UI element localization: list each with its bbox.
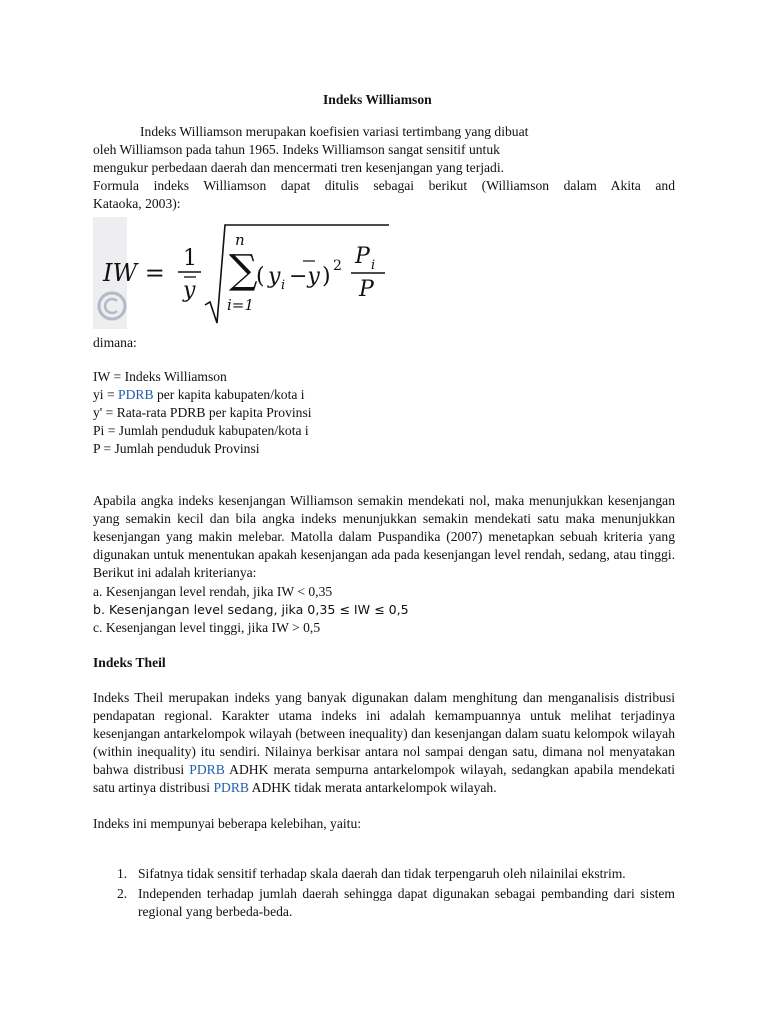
def-yi — [93, 386, 305, 404]
formula-yi-sub: i — [281, 278, 286, 293]
list-item-number: 2. — [117, 886, 128, 901]
list-item-text: Sifatnya tidak sensitif terhadap skala daerah dan tidak terpengaruh oleh nilainilai ekstrim. — [138, 866, 626, 881]
heading-williamson: Indeks Williamson — [323, 92, 432, 107]
sum-sigma: ∑ — [229, 247, 258, 293]
pdrb-link-2[interactable]: PDRB — [189, 762, 225, 777]
theil-text — [93, 689, 675, 797]
intro-line-3: mengukur perbedaan daerah dan mencermati tren kesenjangan yang terjadi. — [93, 160, 505, 175]
formula-ybar: y — [183, 278, 196, 303]
formula-one: 1 — [183, 246, 197, 271]
advantages-intro: Indeks ini mempunyai beberapa kelebihan, yaitu: — [93, 816, 362, 831]
theil-part-1: Indeks Theil merupakan indeks yang banyak digunakan dalam menghitung dan menganalisis distribusi pendapatan regional. Karakter utama indeks ini adalah kemampuannya untuk melihat terjadinya kesenjangan antarkelompok wilayah (between inequality) dan kesenjangan dalam suatu kelompok wilayah (within inequality) itu sendiri. Nilainya berkisar antara nol sampai dengan satu, dimana nol menyatakan bahwa distribusi — [93, 690, 675, 777]
def-ybar: y' = Rata-rata PDRB per kapita Provinsi — [93, 405, 312, 420]
williamson-formula — [93, 217, 393, 329]
intro-line-1: Indeks Williamson merupakan koefisien variasi tertimbang yang dibuat — [140, 124, 529, 139]
formula-pi-sub: i — [371, 258, 376, 273]
def-p: P = Jumlah penduduk Provinsi — [93, 441, 260, 456]
theil-part-2: ADHK merata sempurna antarkelompok wilayah, sedangkan apabila mendekati satu artinya distribusi — [93, 762, 676, 795]
pdrb-link-1[interactable]: PDRB — [118, 387, 154, 402]
formula-yi: y — [268, 264, 281, 289]
criteria-b: b. Kesenjangan level sedang, jika 0,35 ≤ IW ≤ 0,5 — [93, 602, 409, 617]
sum-bottom: i=1 — [227, 296, 254, 314]
pdrb-link-3[interactable]: PDRB — [213, 780, 249, 795]
formula-exponent: 2 — [333, 258, 342, 274]
formula-minus-ybar: −y — [289, 264, 320, 289]
formula-p: P — [359, 277, 374, 302]
theil-paragraph — [93, 689, 675, 797]
def-iw: IW = Indeks Williamson — [93, 369, 227, 384]
dimana-label: dimana: — [93, 335, 137, 350]
criteria-paragraph — [93, 492, 675, 582]
def-pi: Pi = Jumlah penduduk kabupaten/kota i — [93, 423, 309, 438]
criteria-a: a. Kesenjangan level rendah, jika IW < 0,35 — [93, 584, 333, 599]
list-item-text: Independen terhadap jumlah daerah sehingga dapat digunakan sebagai pembanding dari sistem regional yang berbeda-beda. — [138, 886, 675, 919]
list-item — [93, 885, 675, 921]
paren-close: ) — [322, 264, 331, 289]
list-item — [93, 865, 675, 883]
intro-line-2: oleh Williamson pada tahun 1965. Indeks Williamson sangat sensitif untuk — [93, 142, 500, 157]
list-item-number: 1. — [117, 866, 128, 881]
heading-theil: Indeks Theil — [93, 655, 166, 670]
formula-pi: P — [355, 244, 370, 269]
paren-open: ( — [256, 264, 265, 289]
def-yi-suffix: per kapita kabupaten/kota i — [156, 387, 305, 402]
sum-top: n — [235, 231, 245, 249]
formula-lhs: IW = — [103, 259, 165, 287]
intro-line-5: Kataoka, 2003): — [93, 196, 181, 211]
theil-part-3: ADHK tidak merata antarkelompok wilayah. — [251, 780, 497, 795]
criteria-c: c. Kesenjangan level tinggi, jika IW > 0,5 — [93, 620, 321, 635]
advantages-list — [93, 865, 675, 923]
intro-line-4-block — [93, 177, 675, 195]
def-yi-prefix: yi = — [93, 387, 115, 402]
intro-line-4: Formula indeks Williamson dapat ditulis sebagai berikut (Williamson dalam Akita and — [93, 178, 675, 193]
criteria-text: Apabila angka indeks kesenjangan Williamson semakin mendekati nol, maka menunjukkan kesenjangan yang semakin kecil dan bila angka indeks menunjukkan semakin mendekati satu maka menunjukkan kesenjangan yang makin melebar. Matolla dalam Puspandika (2007) menetapkan sebuah kriteria yang digunakan untuk menentukan apakah kesenjangan ada pada kesenjangan level rendah, sedang, atau tinggi. Berikut ini adalah kriterianya: — [93, 493, 675, 580]
